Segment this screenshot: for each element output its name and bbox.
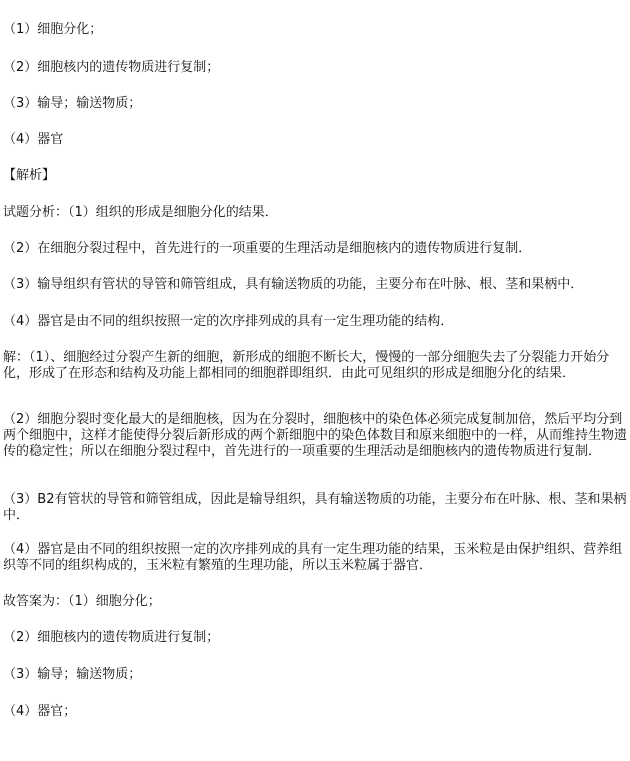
analysis-paragraph-4: （4）器官是由不同的组织按照一定的次序排列成的具有一定生理功能的结构． bbox=[3, 314, 454, 329]
solution-paragraph-2: （2）细胞分裂时变化最大的是细胞核，因为在分裂时，细胞核中的染色体必须完成复制加倍，然后平均分到两个细胞中，这样才能使得分裂后新形成的两个新细胞中的染色体数目和原来细胞中的一样，从而维持生物遗传的稳定性；所以在细胞分裂过程中，首先进行的一项重要的生理活动是细胞核内的遗传物质进行复制． bbox=[3, 412, 628, 459]
final-answer-line-1: 故答案为：（1）细胞分化； bbox=[3, 594, 161, 609]
answer-line-1: （1）细胞分化； bbox=[3, 22, 103, 37]
analysis-paragraph-2: （2）在细胞分裂过程中，首先进行的一项重要的生理活动是细胞核内的遗传物质进行复制． bbox=[3, 241, 532, 256]
answer-line-4: （4）器官 bbox=[3, 132, 64, 147]
analysis-heading: 【解析】 bbox=[3, 168, 56, 183]
solution-paragraph-4: （4）器官是由不同的组织按照一定的次序排列成的具有一定生理功能的结果，玉米粒是由保护组织、营养组织等不同的组织构成的，玉米粒有繁殖的生理功能，所以玉米粒属于器官． bbox=[3, 542, 623, 573]
final-answer-line-3: （3）输导；输送物质； bbox=[3, 667, 142, 682]
analysis-paragraph-3: （3）输导组织有管状的导管和筛管组成，具有输送物质的功能，主要分布在叶脉、根、茎和果柄中． bbox=[3, 277, 584, 292]
analysis-paragraph-1: 试题分析：（1）组织的形成是细胞分化的结果． bbox=[3, 205, 278, 220]
final-answer-line-2: （2）细胞核内的遗传物质进行复制； bbox=[3, 630, 220, 645]
solution-paragraph-1: 解：（1）、细胞经过分裂产生新的细胞，新形成的细胞不断长大，慢慢的一部分细胞失去了分裂能力开始分化，形成了在形态和结构及功能上都相同的细胞群即组织．由此可见组织的形成是细胞分化的结果． bbox=[3, 350, 610, 381]
final-answer-line-4: （4）器官； bbox=[3, 704, 77, 719]
solution-paragraph-3: （3）B2有管状的导管和筛管组成，因此是输导组织，具有输送物质的功能，主要分布在叶脉、根、茎和果柄中． bbox=[3, 492, 627, 523]
answer-line-2: （2）细胞核内的遗传物质进行复制； bbox=[3, 60, 220, 75]
answer-line-3: （3）输导；输送物质； bbox=[3, 96, 142, 111]
